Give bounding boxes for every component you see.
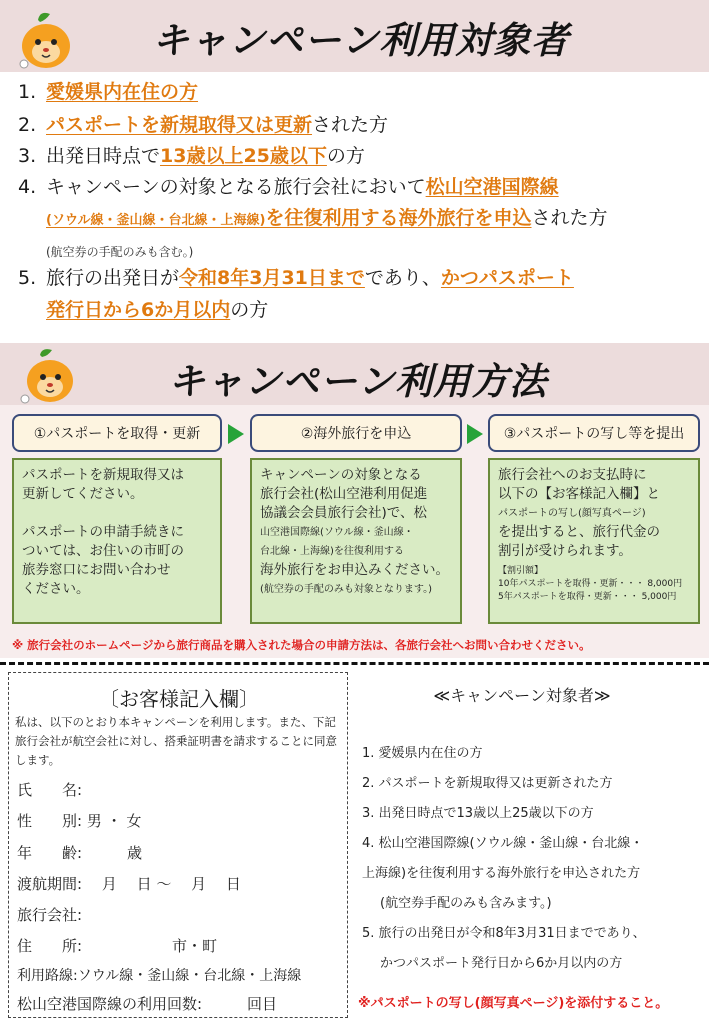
step-2-header: ②海外旅行を申込 (250, 414, 462, 452)
passport-copy-warning: ※パスポートの写し(顔写真ページ)を添付すること。 (358, 996, 669, 1011)
target-item-5-cont: 発行日から6か月以内の方 (46, 299, 269, 321)
summary-item: (航空券手配のみも含みます。) (380, 896, 552, 911)
section-title-method: キャンペーン利用方法 (168, 360, 548, 403)
summary-item: 4. 松山空港国際線(ソウル線・釜山線・台北線・ (362, 836, 644, 851)
form-row-route[interactable]: 利用路線:ソウル線・釜山線・台北線・上海線 (17, 968, 302, 984)
summary-item: 上海線)を往復利用する海外旅行を申込された方 (362, 866, 641, 881)
banner-target (0, 0, 709, 72)
step-3-body: 旅行会社へのお支払時に 以下の【お客様記入欄】と パスポートの写し(顔写真ページ) を提出すると、旅行代金の 割引が受けられます。 【割引額】 10年パスポートを取得・更新・・・ 8,000円 5年パスポートを取得・更新・・・ 5,000円 (488, 458, 700, 624)
target-item-4: 4. キャンペーンの対象となる旅行会社において松山空港国際線 (18, 176, 559, 198)
orange-mascot-icon (16, 10, 76, 72)
form-row-gender[interactable]: 性 別: 男 ・ 女 (17, 812, 142, 830)
target-item-3: 3. 出発日時点で13歳以上25歳以下の方 (18, 145, 365, 167)
form-title: 〔お客様記入欄〕 (99, 687, 259, 711)
step-1-body: パスポートを新規取得又は 更新してください。 パスポートの申請手続きに ついては、お住いの市町の 旅券窓口にお問い合わせ ください。 (12, 458, 222, 624)
form-row-agency[interactable]: 旅行会社: (17, 906, 83, 924)
triangle-right-icon (467, 424, 483, 444)
summary-item: 3. 出発日時点で13歳以上25歳以下の方 (362, 806, 594, 821)
banner-method (0, 343, 709, 405)
orange-mascot-icon (18, 347, 78, 405)
form-row-age[interactable]: 年 齢: 歳 (17, 844, 143, 862)
form-row-name[interactable]: 氏 名: (17, 781, 83, 799)
summary-item: 2. パスポートを新規取得又は更新された方 (362, 776, 613, 791)
section-title-target: キャンペーン利用対象者 (152, 19, 570, 62)
summary-item: 5. 旅行の出発日が令和8年3月31日までであり、 (362, 926, 646, 941)
travel-agency-warning: ※ 旅行会社のホームページから旅行商品を購入された場合の申請方法は、各旅行会社へお問い合わせください。 (12, 638, 591, 652)
form-row-period[interactable]: 渡航期間: 月 日 〜 月 日 (17, 875, 241, 893)
summary-item: 1. 愛媛県内在住の方 (362, 746, 483, 761)
form-row-count[interactable]: 松山空港国際線の利用回数: 回目 (17, 995, 278, 1013)
target-item-4-note: (航空券の手配のみも含む。) (46, 245, 194, 259)
triangle-right-icon (228, 424, 244, 444)
summary-title: ≪キャンペーン対象者≫ (433, 686, 611, 705)
step-1-header: ①パスポートを取得・更新 (12, 414, 222, 452)
summary-item: かつパスポート発行日から6か月以内の方 (380, 956, 623, 971)
step-3-header: ③パスポートの写し等を提出 (488, 414, 700, 452)
form-intro: 私は、以下のとおり本キャンペーンを利用します。また、下記旅行会社が航空会社に対し、搭乗証明書を請求することに同意します。 (15, 715, 337, 767)
target-item-2: 2. パスポートを新規取得又は更新された方 (18, 114, 389, 136)
target-item-1: 1. 愛媛県内在住の方 (18, 81, 199, 103)
step-2-body: キャンペーンの対象となる 旅行会社(松山空港利用促進 協議会会員旅行会社)で、松 山空港国際線(ソウル線・釜山線・ 台北線・上海線)を往復利用する 海外旅行をお申込みください。 (航空券の手配のみも対象となります。) (250, 458, 462, 624)
target-item-5: 5. 旅行の出発日が令和8年3月31日までであり、かつパスポート (18, 267, 574, 289)
customer-form (8, 672, 348, 1018)
target-item-4-cont: (ソウル線・釜山線・台北線・上海線)を往復利用する海外旅行を申込された方 (46, 207, 608, 229)
cut-line (0, 662, 709, 665)
form-row-address[interactable]: 住 所: 市・町 (17, 937, 218, 955)
